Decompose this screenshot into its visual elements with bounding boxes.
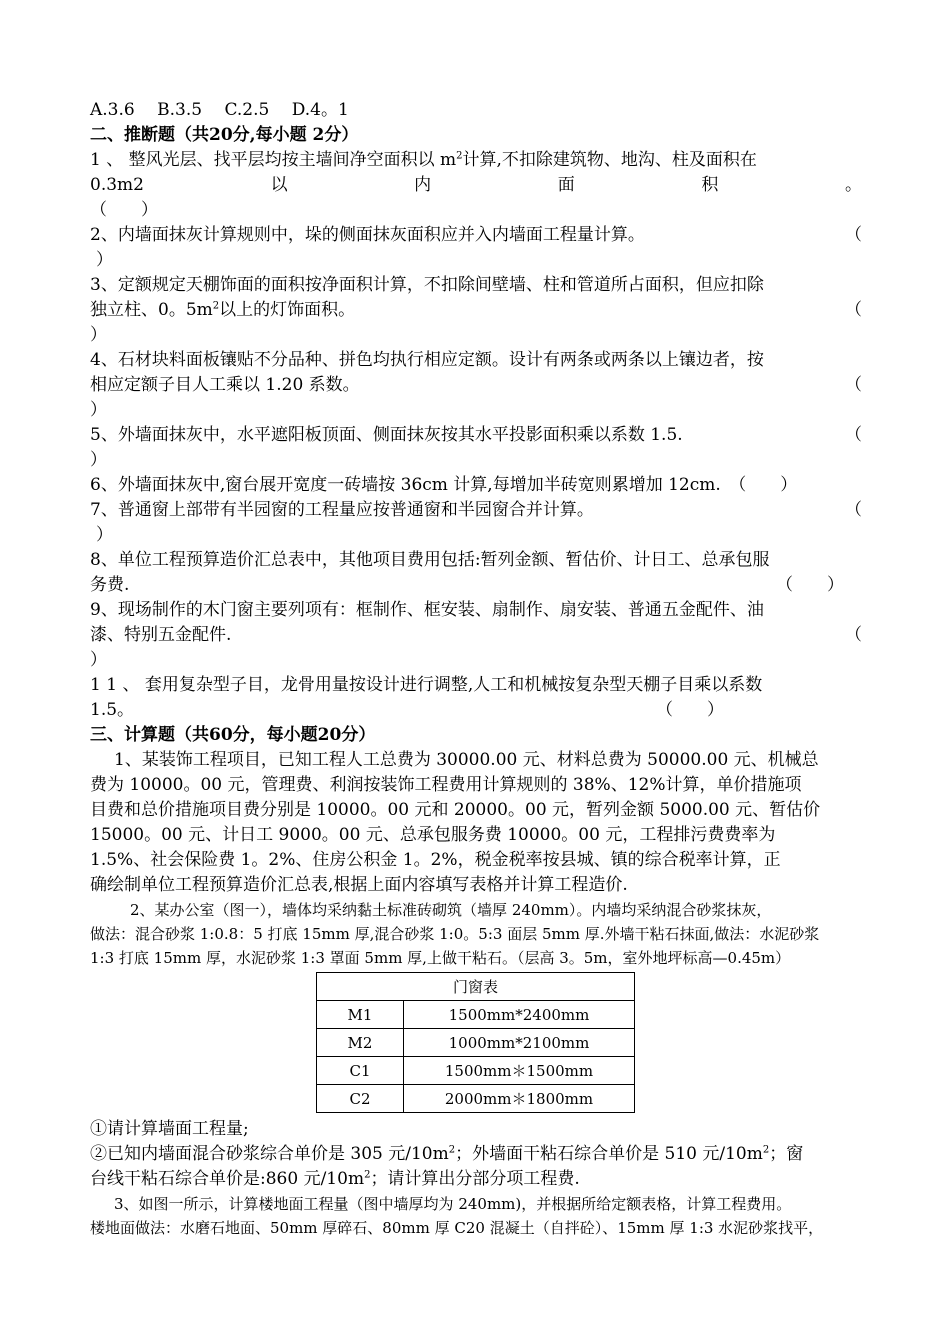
q7-paren-close: ）: [96, 525, 113, 545]
options-line: A.3.6 B.3.5 C.2.5 D.4。1: [90, 100, 349, 120]
c1-line: 15000。00 元、计日工 9000。00 元、总承包服务费 10000。00 元，工程排污费费率为: [90, 825, 776, 845]
q6-line: 6、外墙面抹灰中,窗台展开宽度一砖墙按 36cm 计算,每增加半砖宽则累增加 12cm. （ ）: [90, 475, 798, 495]
c2-line: 1:3 打底 15mm 厚，水泥砂浆 1:3 罩面 5mm 厚,上做干粘石。（层高 3。5m，室外地坪标高—0.45m）: [90, 949, 791, 967]
table-row: [317, 1029, 635, 1057]
table-row: [317, 1001, 635, 1029]
q11-line1: 1 1 、 套用复杂型子目，龙骨用量按设计进行调整,人工和机械按复杂型天棚子目乘以系数: [90, 675, 763, 695]
q9-paren-open[interactable]: （: [845, 625, 862, 645]
table-title-row: [317, 973, 635, 1001]
q3-paren-close: ）: [90, 325, 107, 345]
table-cell-size: 1000mm*2100mm: [404, 1029, 635, 1057]
c3-line: 楼地面做法：水磨石地面、50mm 厚碎石、80mm 厚 C20 混凝土（自拌砼）、15mm 厚 1:3 水泥砂浆找平，: [90, 1219, 824, 1237]
c2-line: 2、某办公室（图一），墙体均采纳黏土标准砖砌筑（墙厚 240mm）。内墙均采纳混合砂浆抹灰，: [130, 901, 772, 919]
table-cell-code: M2: [317, 1029, 404, 1057]
q3-line2: 独立柱、0。$5m^2$以上的灯饰面积。 （: [90, 298, 862, 323]
q9-paren-close: ）: [90, 650, 107, 670]
q1-line1: 1 、 整风光层、找平层均按主墙间净空面积以 $m^2$计算,不扣除建筑物、地沟、柱及面积在: [90, 150, 757, 170]
q9-line1: 9、现场制作的木门窗主要列项有：框制作、框安装、扇制作、扇安装、普通五金配件、油: [90, 600, 764, 620]
c1-line: 确绘制单位工程预算造价汇总表,根据上面内容填写表格并计算工程造价.: [90, 875, 628, 895]
q11-line2: 1.5。: [90, 700, 135, 720]
q1-line2: 0.3m2 以 内 面 积 。: [90, 175, 862, 195]
q11-answer-paren[interactable]: （ ）: [656, 700, 724, 720]
q8-answer-paren[interactable]: （ ）: [776, 575, 844, 595]
q4-line1: 4、石材块料面板镶贴不分品种、拼色均执行相应定额。设计有两条或两条以上镶边者，按: [90, 350, 764, 370]
q5-paren-close: ）: [90, 450, 107, 470]
table-row: [317, 1057, 635, 1085]
table-cell-code: C2: [317, 1085, 404, 1113]
q4-paren-close: ）: [90, 400, 107, 420]
c1-line: 目费和总价措施项目费分别是 10000。00 元和 20000。00 元，暂列金额 5000.00 元、暂估价: [90, 800, 821, 820]
c2-sub1: ①请计算墙面工程量;: [90, 1119, 249, 1139]
c3-line: 3、如图一所示，计算楼地面工程量（图中墙厚均为 240mm)，并根据所给定额表格，计算工程费用。: [114, 1195, 792, 1213]
section2-title: 二、推断题（共20分,每小题 2分）: [90, 125, 359, 145]
c1-line: 费为 10000。00 元，管理费、利润按装饰工程费用计算规则的 38%、12%计算，单价措施项: [90, 775, 802, 795]
q9-line2: 漆、特别五金配件. （: [90, 623, 862, 648]
c2-sub2-line1: ②已知内墙面混合砂浆综合单价是 305 元$/10m^2$；外墙面干粘石综合单价是 510 元$/10m^2$；窗: [90, 1144, 804, 1164]
c1-line: 1、某装饰工程项目，已知工程人工总费为 30000.00 元、材料总费为 50000.00 元、机械总: [114, 750, 819, 770]
q1-answer-paren[interactable]: （ ）: [90, 200, 158, 220]
q8-line2: 务费.: [90, 575, 130, 595]
q3-line1: 3、定额规定天棚饰面的面积按净面积计算，不扣除间壁墙、柱和管道所占面积，但应扣除: [90, 275, 764, 295]
q5-paren-open[interactable]: （: [845, 425, 862, 445]
table-cell-size: 1500mm＊1500mm: [404, 1057, 635, 1085]
table-cell-code: M1: [317, 1001, 404, 1029]
q2-paren-open[interactable]: （: [845, 225, 862, 245]
table-title: 门窗表: [317, 973, 635, 1001]
door-window-table: [316, 972, 635, 1113]
table-cell-code: C1: [317, 1057, 404, 1085]
q8-line1: 8、单位工程预算造价汇总表中，其他项目费用包括:暂列金额、暂估价、计日工、总承包服: [90, 550, 770, 570]
c2-line: 做法：混合砂浆 1:0.8：5 打底 15mm 厚,混合砂浆 1:0。5:3 面层 5mm 厚.外墙干粘石抹面,做法：水泥砂浆: [90, 925, 820, 943]
q4-line2: 相应定额子目人工乘以 1.20 系数。 （: [90, 373, 862, 398]
table-cell-size: 1500mm*2400mm: [404, 1001, 635, 1029]
table-cell-size: 2000mm＊1800mm: [404, 1085, 635, 1113]
q2-line: 2、内墙面抹灰计算规则中，垛的侧面抹灰面积应并入内墙面工程量计算。 （: [90, 223, 862, 248]
q5-line: 5、外墙面抹灰中，水平遮阳板顶面、侧面抹灰按其水平投影面积乘以系数 1.5. （: [90, 423, 862, 448]
document-page: [90, 98, 862, 1240]
section3-title: 三、计算题（共60分，每小题20分）: [90, 725, 376, 745]
q7-line: 7、普通窗上部带有半园窗的工程量应按普通窗和半园窗合并计算。 （: [90, 498, 862, 523]
q7-paren-open[interactable]: （: [845, 500, 862, 520]
q3-paren-open[interactable]: （: [845, 300, 862, 320]
q4-paren-open[interactable]: （: [845, 375, 862, 395]
q2-paren-close: ）: [96, 250, 113, 270]
c2-sub2-line2: 台线干粘石综合单价是:860 元$/10m^2$；请计算出分部分项工程费.: [90, 1169, 580, 1189]
c1-line: 1.5%、社会保险费 1。2%、住房公积金 1。2%，税金税率按县城、镇的综合税率计算，正: [90, 850, 781, 870]
table-row: [317, 1085, 635, 1113]
